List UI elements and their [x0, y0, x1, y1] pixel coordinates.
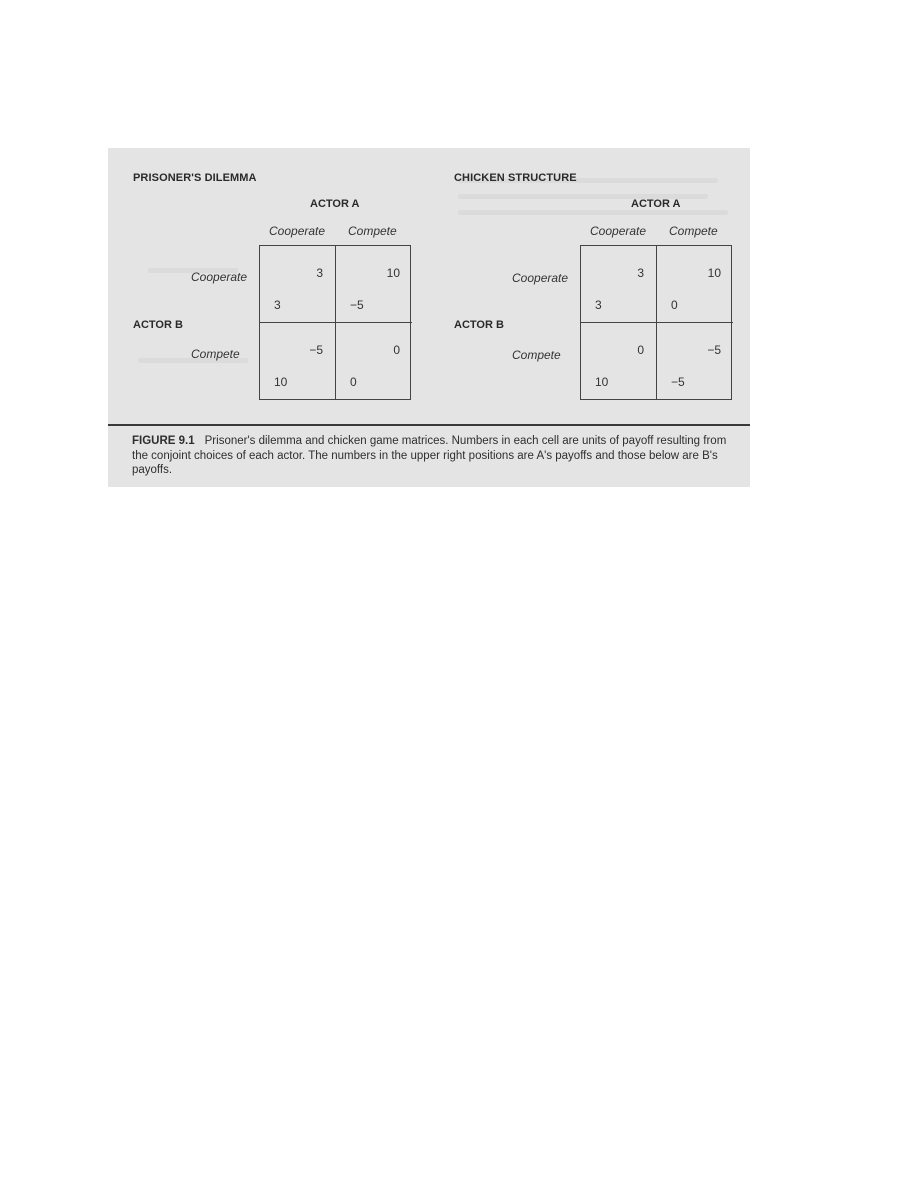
payoff-cell [336, 323, 412, 400]
actor-b-payoff: 3 [595, 298, 602, 312]
actor-a-payoff: 3 [316, 266, 323, 280]
actor-a-payoff: 0 [637, 343, 644, 357]
column-label-compete: Compete [669, 224, 718, 238]
caption-text: Prisoner's dilemma and chicken game matrices. Numbers in each cell are units of payoff resulting from the conjoint choices of each actor. The numbers in the upper right positions are A's payoffs and those below are B's payoffs. [132, 435, 727, 476]
prisoners-dilemma-panel [108, 148, 429, 416]
actor-b-payoff: −5 [350, 298, 364, 312]
payoff-cell [581, 246, 657, 323]
actor-a-payoff: 3 [637, 266, 644, 280]
actor-b-label: ACTOR B [133, 319, 183, 331]
figure-caption [132, 434, 744, 478]
payoff-cell [581, 323, 657, 400]
column-label-compete: Compete [348, 224, 397, 238]
actor-b-payoff: 0 [350, 375, 357, 389]
row-label-compete: Compete [191, 347, 240, 361]
payoff-cell [336, 246, 412, 323]
payoff-cell [657, 246, 733, 323]
payoff-matrix [580, 245, 732, 400]
payoff-cell [260, 246, 336, 323]
payoff-matrix [259, 245, 411, 400]
actor-b-payoff: 0 [671, 298, 678, 312]
chicken-structure-panel [429, 148, 750, 416]
row-label-cooperate: Cooperate [512, 271, 569, 285]
actor-a-payoff: 10 [386, 266, 400, 280]
caption-divider [108, 424, 750, 426]
payoff-cell [260, 323, 336, 400]
actor-b-label: ACTOR B [454, 319, 504, 331]
actor-a-payoff: −5 [707, 343, 721, 357]
actor-a-payoff: −5 [309, 343, 323, 357]
actor-b-payoff: 3 [274, 298, 281, 312]
actor-b-payoff: −5 [671, 375, 685, 389]
scanned-figure [108, 148, 750, 487]
actor-a-payoff: 10 [707, 266, 721, 280]
panel-title: CHICKEN STRUCTURE [454, 172, 577, 184]
actor-b-payoff: 10 [595, 375, 609, 389]
column-label-cooperate: Cooperate [590, 224, 647, 238]
actor-a-payoff: 0 [393, 343, 400, 357]
actor-a-label: ACTOR A [310, 198, 360, 210]
actor-a-label: ACTOR A [631, 198, 681, 210]
figure-label: FIGURE 9.1 [132, 435, 195, 447]
payoff-cell [657, 323, 733, 400]
panel-title: PRISONER'S DILEMMA [133, 172, 257, 184]
column-label-cooperate: Cooperate [269, 224, 326, 238]
row-label-cooperate: Cooperate [191, 270, 248, 284]
actor-b-payoff: 10 [274, 375, 288, 389]
row-label-compete: Compete [512, 348, 561, 362]
